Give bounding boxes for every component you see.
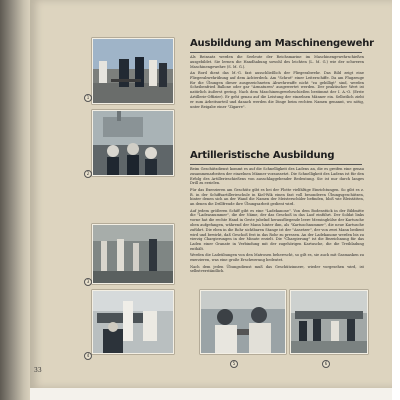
photo-marker-4: 4 bbox=[84, 352, 92, 360]
book-spine bbox=[0, 0, 30, 400]
photo-gas-mask-drill-image bbox=[201, 291, 285, 353]
photo-marker-6: 6 bbox=[322, 360, 330, 368]
photo-gun-cleaning-image bbox=[291, 291, 367, 353]
photo-gun-loading bbox=[92, 290, 174, 354]
photo-machine-gun-drill-image bbox=[93, 39, 173, 103]
section1-paragraph-2: An Bord dient das M.-G. fast ausschließlich der Fliegerabwehr. Das Bild zeigt eine Fliegerabwehrübung auf dem Achterdeck. Am "Schrot" einer Leiterschiffe. Da am Flugzeuge für die Übungen dieser ausgezeichneten Abwehrwaffe nicht "zu gebilligt" sind, werden Scheibenfried Ballone oder gar "Armaturen" ausgewertet werden. Der praktischer Wert ist natürlich äußerst gering. Nach dem Maschinengewehrschießen bestimmt der I. A.-O. (Erste Artillerie-Offizier). Er geht genau auf die Leistung der einzelnen Männer ein. Selbstlich zieht er zum Arbeitsurteil und danach werden die Dinge beim rechten Namen genannt, wo nötig, unter Beigabe einer "Zigarre". bbox=[190, 70, 364, 109]
photo-gun-loading-image bbox=[93, 291, 173, 353]
photo-gun-cleaning bbox=[290, 290, 368, 354]
section2-paragraph-2: Für das Exerzieren am Geschütz gibt es bei der Flotte vielfältige Einrichtungen. So gibt es z. B. in der Schiffsartillerieschule in Kiel-Wik einen fast voll besonderen Übungsgeschützen, hinter denen sich an der Wand die Namen der Meisterschüler befinden, bloß wie Bleistätten, an denen die Drillfreude ihre Übungsarbeit gedient wird. bbox=[190, 187, 364, 207]
photo-loading-drill-image bbox=[93, 225, 173, 283]
section2-text bbox=[190, 167, 364, 276]
section1-rule bbox=[190, 52, 362, 53]
photo-marker-1: 1 bbox=[84, 94, 92, 102]
section2-paragraph-3: Auf jedem größeren Schiff gibt es eine "Ladekanone". Von dem Bodenstück in der Bildmitte die "Ladeasnummer", die der Näme, der das Geschoß in das Laof einführt. Der Soldat links vorne hat die rechte Hand in Geste jubelnd herausfliegende leere Messinghülse der Kartusche oben aufgefangen, während der Mann hinter ihm, als "Kartuschnummer", die neue Kartusche zuführt. Die eben in die Rohr sichtbaren Stange ist der "Ansetzer", der von zwei Mann bedient wird und bewirkt, daß Geschoß fest in das Rohr zu pressen. An der Ladekanone werden bis zu vierzig Chargierungen in der Minute erzielt. Die "Chargierung" ist die Bezeichnung für das Laden einer Granate in Verbindung mit der zugehörigen Kartusche, die die Treibladung enthält. bbox=[190, 208, 364, 251]
section2-paragraph-5: Nach dem jeden Übungsdienst muß das Geschützinnere, wieder vorgesehen wird, ist selbstverständlich. bbox=[190, 264, 364, 274]
section2-rule bbox=[190, 164, 362, 165]
photo-gun-crew bbox=[92, 110, 174, 176]
photo-gun-crew-image bbox=[93, 111, 173, 175]
page-edge bbox=[30, 388, 392, 400]
photo-machine-gun-drill bbox=[92, 38, 174, 104]
photo-marker-3: 3 bbox=[84, 278, 92, 286]
section1-text bbox=[190, 55, 364, 111]
section2-paragraph-1: Beim Geschützdienst kommt es auf die Schnelligkeit des Ladens an, die es greifen eine genau zusammenarbeiten der einzelnen Männer voraussetzt. Die Schnelligkeit des Ladens ist für den Erfolg des Artillerieschießens von ausschlaggebender Bedeutung. Sie ist nur durch langes Drill zu erzielen. bbox=[190, 167, 364, 186]
photo-loading-drill bbox=[92, 224, 174, 284]
photo-gas-mask-drill bbox=[200, 290, 286, 354]
section1-heading: Ausbildung am Maschinengewehr bbox=[190, 38, 374, 49]
photo-marker-2: 2 bbox=[84, 170, 92, 178]
page-number: 33 bbox=[34, 367, 42, 374]
photo-marker-5: 5 bbox=[230, 360, 238, 368]
section2-paragraph-4: Werden die Ladeübungen von den Matrosen beherrscht, so gilt es, sie auch mit Gasmasken zu exerzieren, was eine große Erschwerung bedeutet. bbox=[190, 253, 364, 263]
section1-paragraph-1: Als Reinsatz werden die Seeleute der Reichsmarine im Maschinengewehrschießen ausgebildet. Sie lernen die Handhabung sowohl des leichten (L. M. G.) wie der schweren Maschinengewehre (S. M. G.). bbox=[190, 55, 364, 69]
section2-heading: Artilleristische Ausbildung bbox=[190, 150, 335, 161]
